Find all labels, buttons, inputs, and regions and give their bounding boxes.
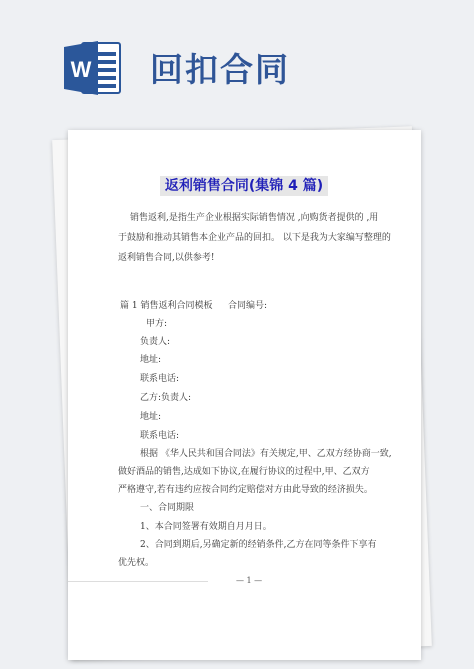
field-label: 甲方: — [146, 319, 168, 329]
clause-line: 优先权。 — [118, 558, 155, 568]
clause-line: 1、本合同签署有效期自月月日。 — [140, 522, 272, 532]
field-label: 乙方:负责人: — [140, 393, 192, 403]
clause-line: 2、合同到期后,另确定新的经销条件,乙方在同等条件下享有 — [140, 540, 377, 550]
field-label: 负责人: — [140, 337, 171, 347]
contract-number-label: 合同编号: — [228, 301, 268, 311]
document-header — [0, 0, 474, 112]
clause-heading: 一、合同期限 — [140, 503, 195, 513]
footer-rule — [68, 581, 208, 582]
document-page — [68, 130, 421, 660]
logo-letter: W — [70, 57, 92, 82]
word-icon — [64, 40, 122, 96]
body-line: 根据 《华人民共和国合同法》有关规定,甲、乙双方经协商一致, — [140, 449, 392, 459]
intro-line: 销售返利,是指生产企业根据实际销售情况 ,向购货者提供的 ,用 — [130, 213, 379, 223]
body-line: 严格遵守,若有违约应按合同约定赔偿对方由此导致的经济损失。 — [118, 485, 373, 495]
field-label: 联系电话: — [140, 431, 180, 441]
intro-line: 于鼓励和推动其销售本企业产品的回扣。 以下是我为大家编写整理的 — [118, 233, 391, 243]
body-line: 做好酒品的销售,达成如下协议,在履行协议的过程中,甲、乙双方 — [118, 467, 370, 477]
header-title: 回扣合同 — [150, 50, 290, 89]
page-number: — 1 — — [236, 576, 263, 585]
document-title: 返利销售合同(集锦 4 篇) — [160, 176, 328, 196]
field-label: 地址: — [140, 355, 162, 365]
intro-line: 返利销售合同,以供参考! — [118, 253, 215, 263]
section-heading: 篇 1 销售返利合同模板 — [120, 301, 213, 311]
field-label: 地址: — [140, 412, 162, 422]
field-label: 联系电话: — [140, 374, 180, 384]
